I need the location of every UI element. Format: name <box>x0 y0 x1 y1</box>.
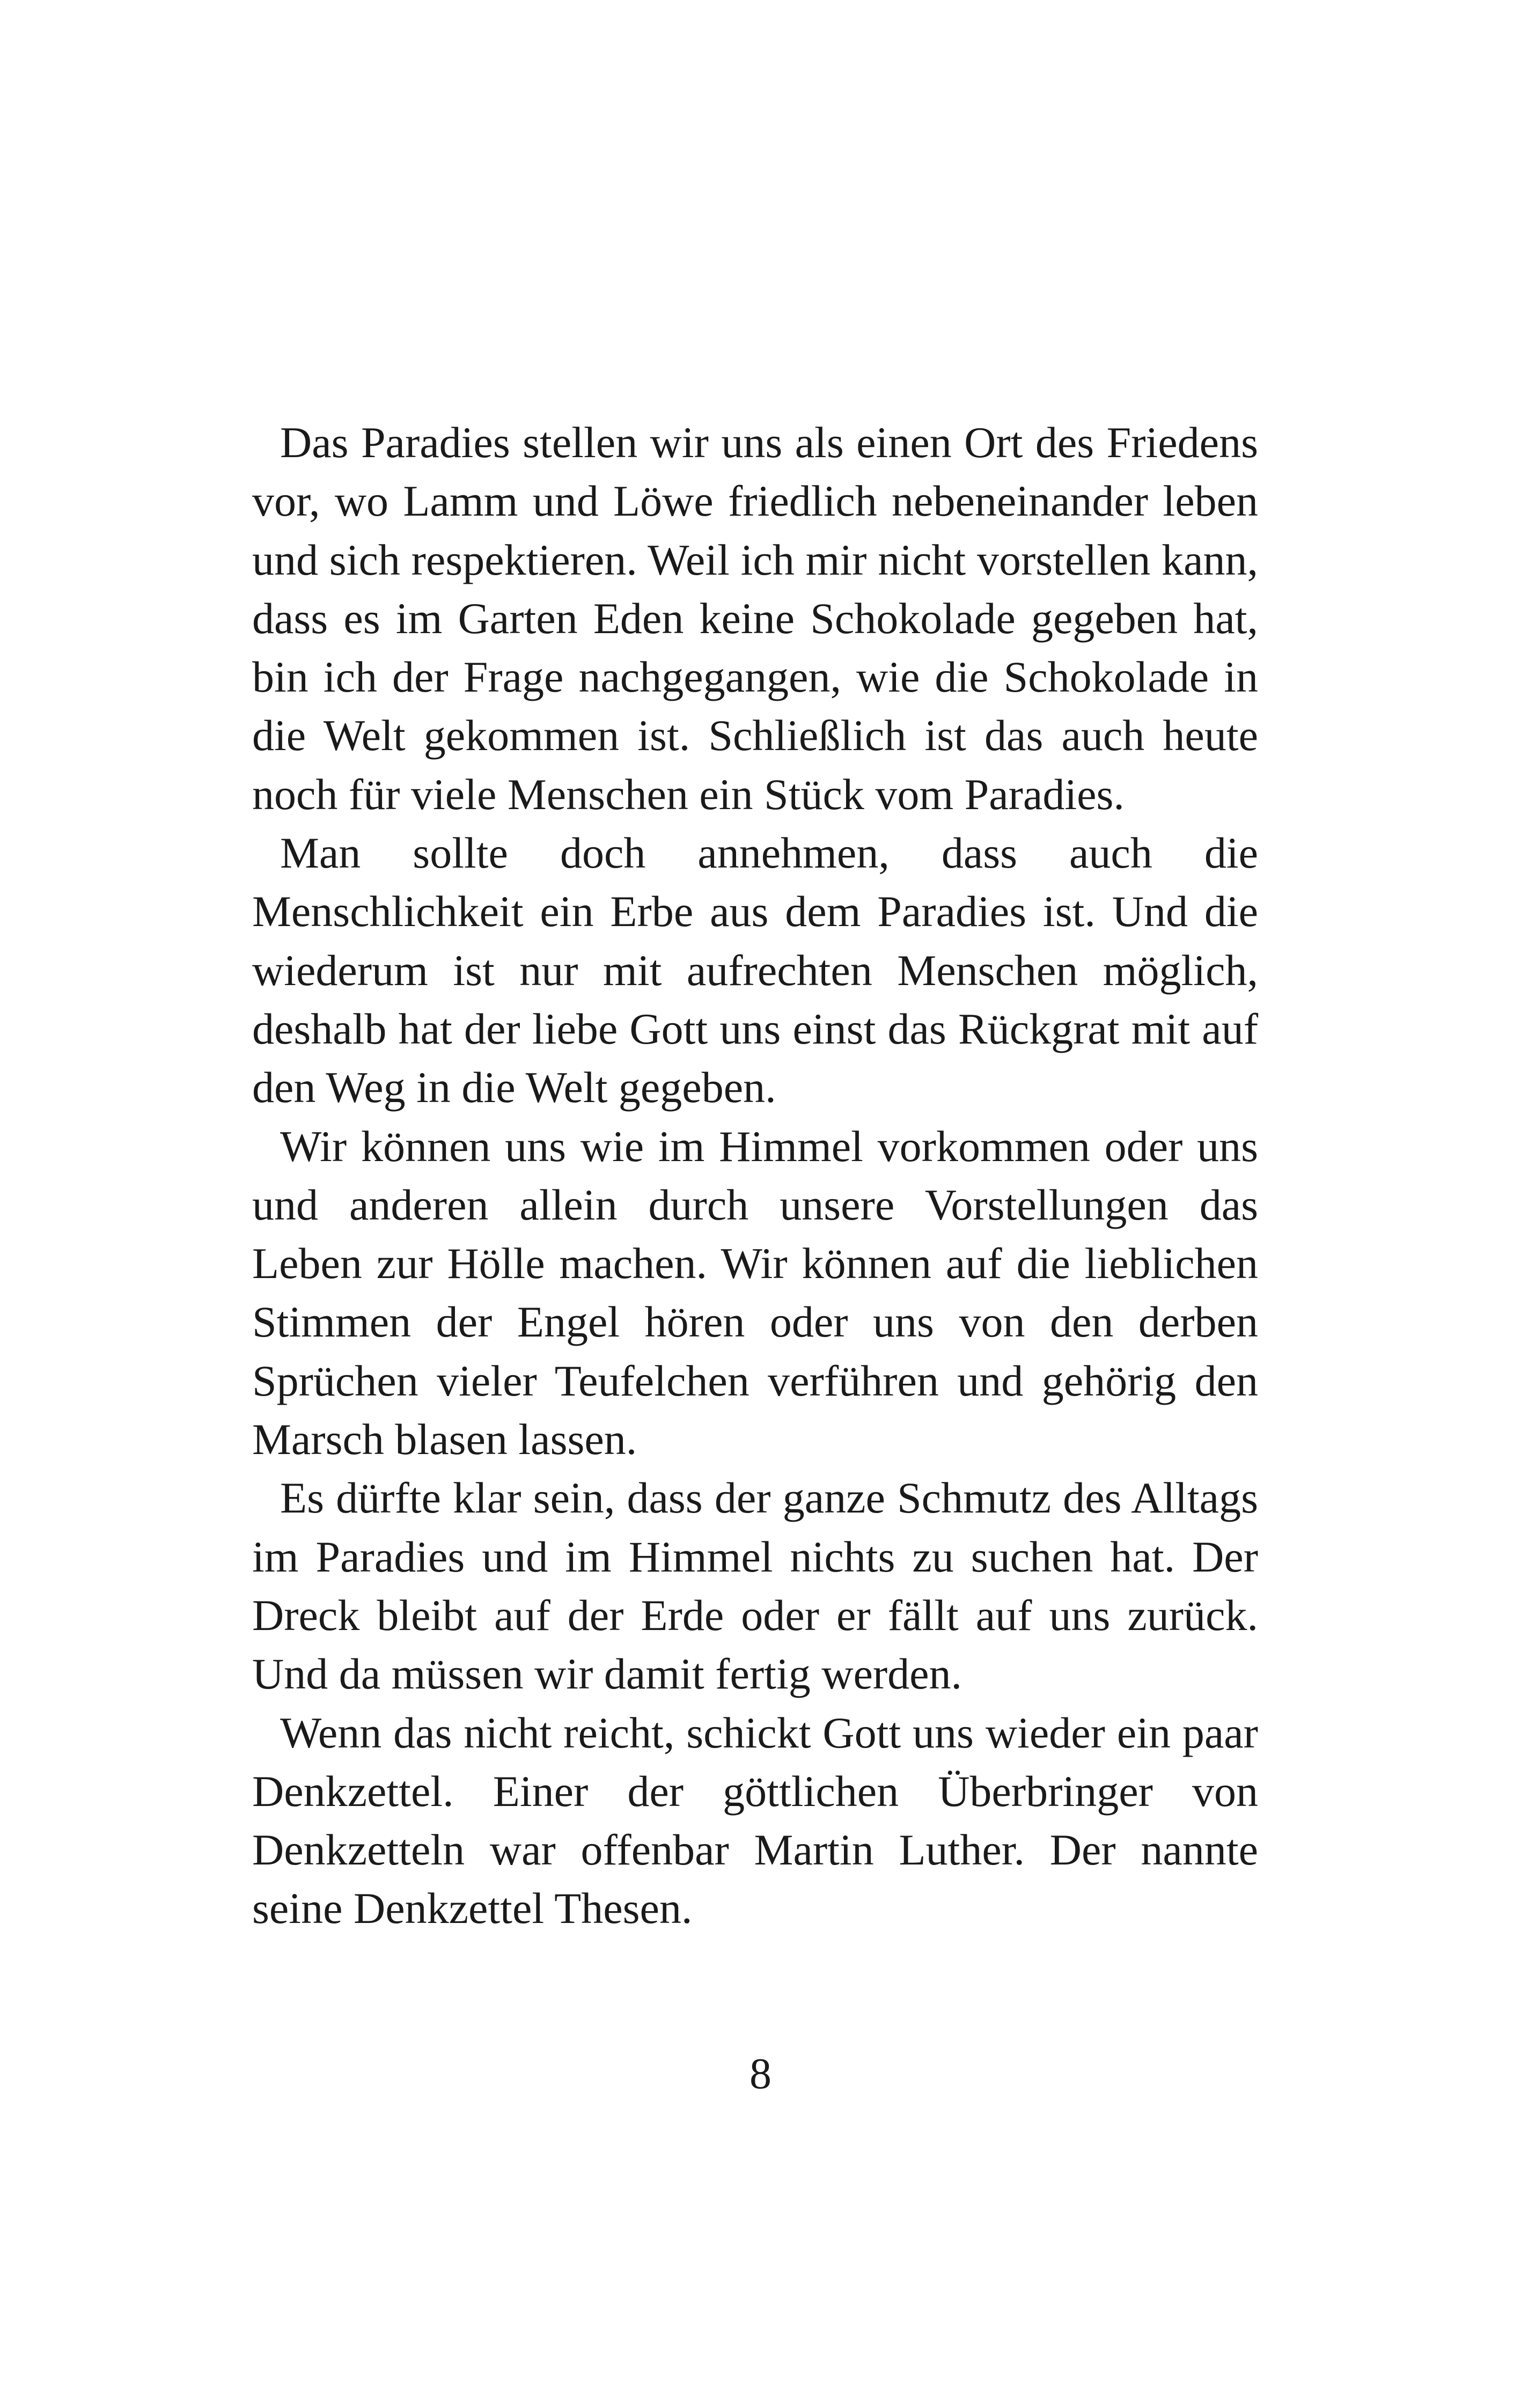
body-text <box>252 413 1258 1938</box>
paragraph-4: Es dürfte klar sein, dass der ganze Schmutz des Alltags im Paradies und im Himmel nichts zu suchen hat. Der Dreck bleibt auf der Erde oder er fällt auf uns zurück. Und da müssen wir damit fertig werden. <box>252 1473 1258 1699</box>
paragraph-5: Wenn das nicht reicht, schickt Gott uns wieder ein paar Denkzettel. Einer der göttlichen Überbringer von Denkzetteln war offenbar Martin Luther. Der nannte seine Denkzettel Thesen. <box>252 1708 1258 1933</box>
paragraph-1: Das Paradies stellen wir uns als einen Ort des Friedens vor, wo Lamm und Löwe friedlich nebeneinander leben und sich respektieren. Weil ich mir nicht vorstellen kann, dass es im Garten Eden keine Schokolade gegeben hat, bin ich der Frage nachgegangen, wie die Schokolade in die Welt gekommen ist. Schließlich ist das auch heute noch für viele Menschen ein Stück vom Paradies. <box>252 418 1258 819</box>
page-number: 8 <box>750 2049 771 2098</box>
paragraph-2: Man sollte doch annehmen, dass auch die Menschlichkeit ein Erbe aus dem Paradies ist. Und die wiederum ist nur mit aufrechten Menschen möglich, deshalb hat der liebe Gott uns einst das Rückgrat mit auf den Weg in die Welt gegeben. <box>252 828 1258 1112</box>
paragraph-3: Wir können uns wie im Himmel vorkommen oder uns und anderen allein durch unsere Vorstellungen das Leben zur Hölle machen. Wir können auf die lieblichen Stimmen der Engel hören oder uns von den derben Sprüchen vieler Teufelchen verführen und gehörig den Marsch blasen lassen. <box>252 1121 1258 1464</box>
